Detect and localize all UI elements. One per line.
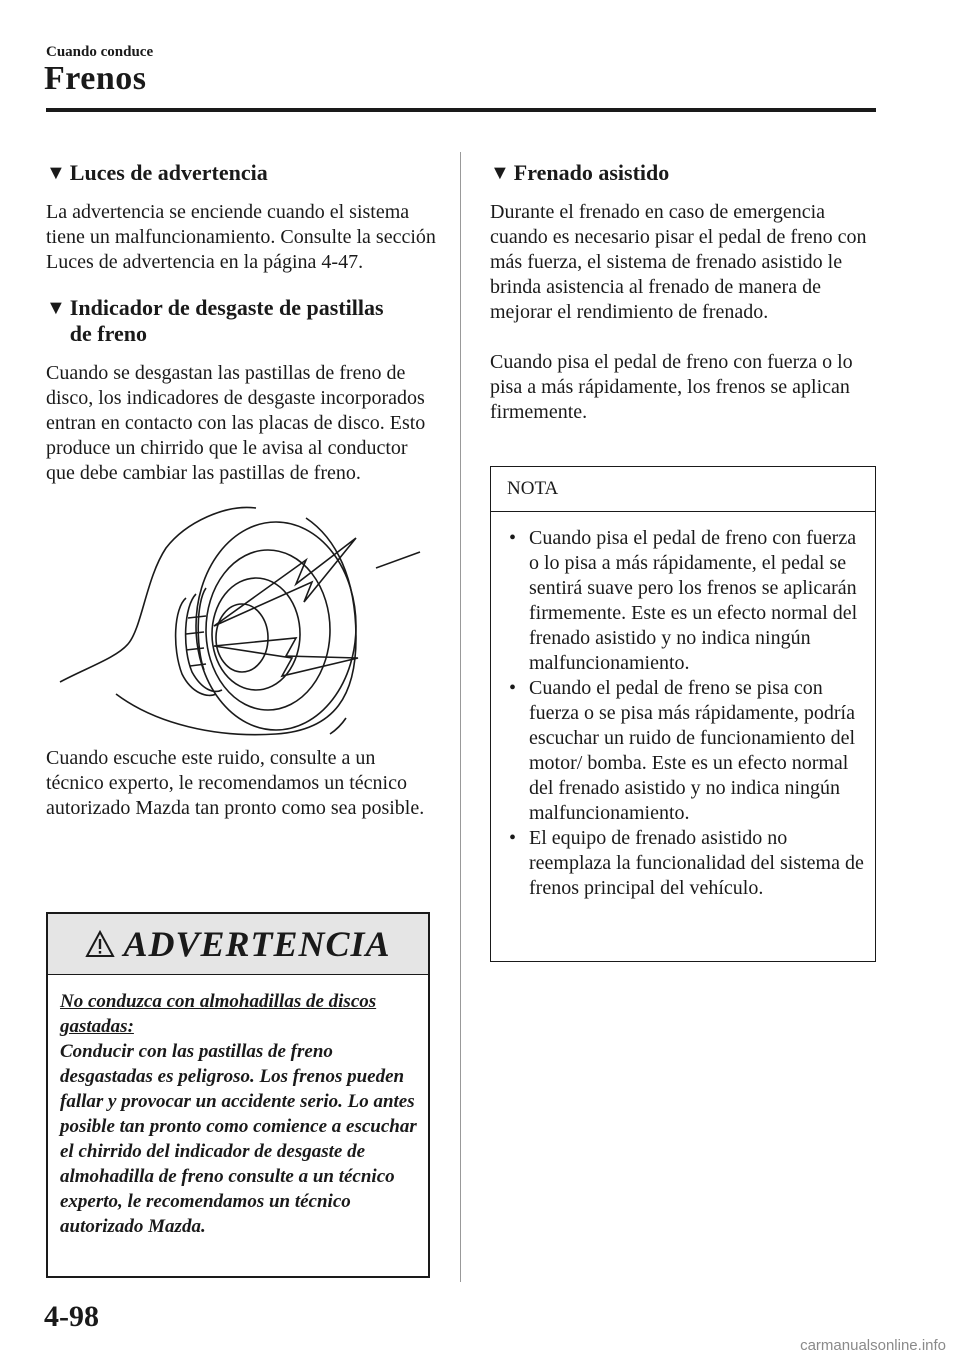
triangle-down-icon: ▼ — [46, 297, 66, 319]
bullet-icon: • — [509, 827, 517, 849]
pad-wear-text: Cuando se desgastan las pastillas de freno de disco, los indicadores de desgaste incorporados entran en contacto con las placas de disco. Esto produce un chirrido que le avisa al conductor que debe cambiar las pastillas de freno. — [46, 362, 426, 484]
page-number: 4-98 — [44, 1300, 99, 1333]
section-heading-warning-lights: ▼ Luces de advertencia — [46, 160, 268, 185]
watermark[interactable]: carmanualsonline.info — [800, 1337, 946, 1354]
warning-text: Conducir con las pastillas de freno desgastadas es peligroso. Los frenos pueden fallar y provocar un accidente serio. Lo antes posible tan pronto como comience a escuchar el chirrido del indicador de desgaste de almohadilla de freno consulte a un técnico experto, le recomendamos un técnico autorizado Mazda. — [60, 1041, 417, 1237]
section-heading-brake-assist: ▼ Frenado asistido — [490, 160, 670, 185]
warning-header — [48, 914, 428, 975]
warning-heading: No conduzca con almohadillas de discos gastadas: — [60, 991, 377, 1037]
warning-lights-text: La advertencia se enciende cuando el sistema tiene un malfuncionamiento. Consulte la sección Luces de advertencia en la página 4-47. — [46, 201, 436, 273]
bullet-icon: • — [509, 527, 517, 549]
page-title: Frenos — [44, 60, 147, 97]
bullet-icon: • — [509, 677, 517, 699]
column-divider — [460, 152, 461, 1282]
note-box — [490, 466, 876, 962]
right-column — [490, 160, 878, 425]
header-rule — [46, 108, 876, 112]
note-list — [491, 512, 875, 901]
warning-title: ADVERTENCIA — [123, 924, 391, 964]
noise-text: Cuando escuche este ruido, consulte a un técnico experto, le recomendamos un técnico autorizado Mazda tan pronto como sea posible. — [46, 747, 425, 819]
brake-disc-illustration — [46, 498, 438, 742]
warning-body — [48, 975, 428, 1239]
section-heading-pad-wear: ▼ Indicador de desgaste de pastillas de freno — [46, 295, 384, 346]
triangle-down-icon: ▼ — [46, 162, 66, 184]
left-column — [46, 160, 438, 821]
section-label: Cuando conduce — [46, 44, 154, 60]
brake-assist-text: Durante el frenado en caso de emergencia cuando es necesario pisar el pedal de freno con más fuerza, el sistema de frenado asistido le brinda asistencia al frenado de manera de mejorar el rendimiento de frenado. — [490, 201, 867, 323]
warning-triangle-icon — [85, 930, 115, 958]
list-item: • Cuando pisa el pedal de freno con fuerza o lo pisa a más rápidamente, el pedal se sentirá suave pero los frenos se aplicarán firmemente. Este es un efecto normal del frenado asistido y no indica ningún malfuncionamiento. — [509, 527, 858, 674]
warning-box — [46, 912, 430, 1278]
brake-illustration — [46, 498, 438, 742]
list-item: • El equipo de frenado asistido no reemplaza la funcionalidad del sistema de frenos principal del vehículo. — [509, 827, 864, 899]
brake-assist-text-2: Cuando pisa el pedal de freno con fuerza o lo pisa a más rápidamente, los frenos se aplican firmemente. — [490, 351, 853, 423]
triangle-down-icon: ▼ — [490, 162, 510, 184]
list-item: • Cuando el pedal de freno se pisa con fuerza o se pisa más rápidamente, podría escuchar un ruido de funcionamiento del motor/ bomba. Este es un efecto normal del frenado asistido y no indica ningún malfuncionamiento. — [509, 677, 855, 824]
note-title: NOTA — [491, 467, 875, 512]
